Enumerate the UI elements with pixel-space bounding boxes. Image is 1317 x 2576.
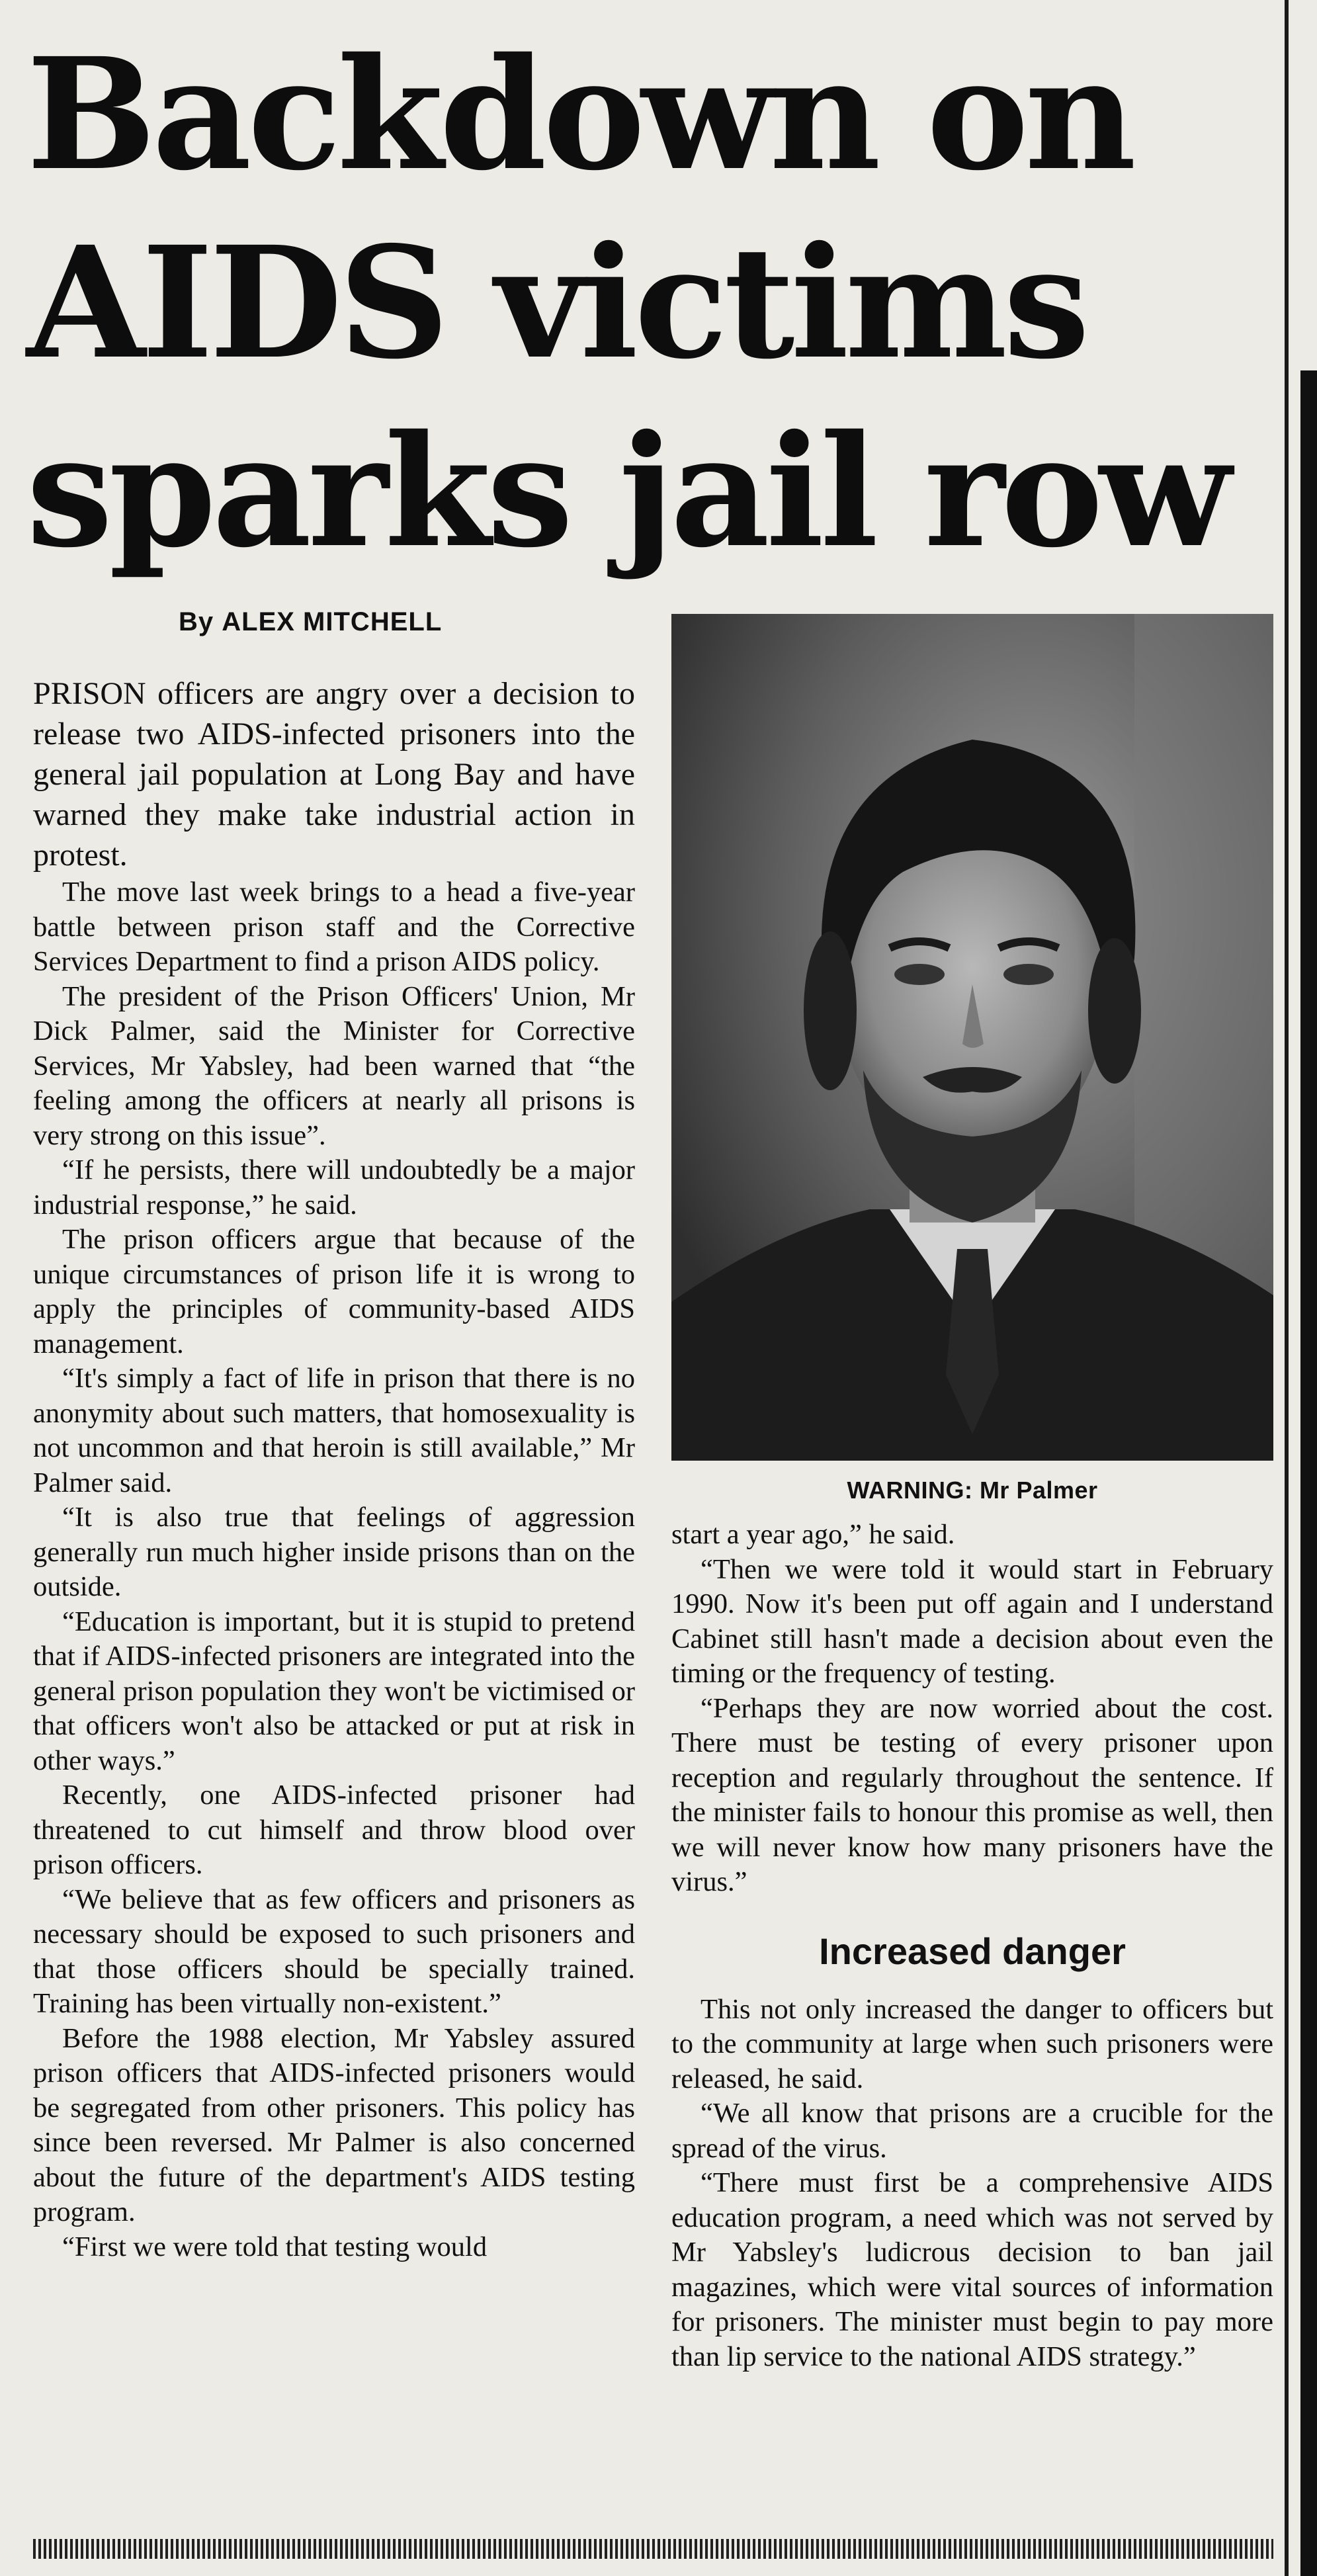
paragraph: The move last week brings to a head a five-year battle between prison staff and the Corrective Services Department to find a prison AIDS policy. — [33, 877, 635, 977]
paragraph: The president of the Prison Officers' Union, Mr Dick Palmer, said the Minister for Corrective Services, Mr Yabsley, had been warned that “the feeling among the officers at nearly all prisons is very strong on this issue”. — [33, 980, 635, 1151]
byline-prefix: By — [179, 607, 214, 636]
paragraph: “Then we were told it would start in February 1990. Now it's been put off again and I understand Cabinet still hasn't made a decision about even the timing or the frequency of testing. — [671, 1553, 1273, 1689]
paragraph: “We all know that prisons are a crucible for the spread of the virus. — [671, 2098, 1273, 2164]
paragraph: Recently, one AIDS-infected prisoner had threatened to cut himself and throw blood over prison officers. — [33, 1780, 635, 1880]
paragraph: “Perhaps they are now worried about the cost. There must be testing of every prisoner upon reception and regularly throughout the sentence. If the minister fails to honour this promise as well, then we will never know how many prisoners have the virus.” — [671, 1692, 1273, 1897]
byline — [179, 607, 442, 637]
paragraph: This not only increased the danger to officers but to the community at large when such prisoners were released, he said. — [671, 1993, 1273, 2094]
paragraph: start a year ago,” he said. — [671, 1519, 955, 1550]
bottom-border — [33, 2539, 1273, 2559]
photo-caption: WARNING: Mr Palmer — [847, 1477, 1098, 1504]
article-column-right — [671, 1518, 1273, 2374]
portrait-illustration — [671, 614, 1273, 1461]
byline-author: ALEX MITCHELL — [222, 607, 443, 636]
paragraph: “It's simply a fact of life in prison that there is no anonymity about such matters, that homosexuality is not uncommon and that heroin is still available,” Mr Palmer said. — [33, 1363, 635, 1498]
paragraph: Before the 1988 election, Mr Yabsley assured prison officers that AIDS-infected prisoners would be segregated from other prisoners. This policy has since been reversed. Mr Palmer is also concerned about the future of the department's AIDS testing program. — [33, 2022, 635, 2227]
paragraph: “It is also true that feelings of aggression generally run much higher inside prisons than on the outside. — [33, 1502, 635, 1602]
paragraph: “First we were told that testing would — [62, 2231, 488, 2262]
paragraph: “There must first be a comprehensive AIDS education program, a need which was not served by Mr Yabsley's ludicrous decision to ban jail magazines, which were vital sources of information for prisoners. The minister must begin to pay more than lip service to the national AIDS strategy.” — [671, 2167, 1273, 2372]
paragraph: “If he persists, there will undoubtedly be a major industrial response,” he said. — [33, 1154, 635, 1221]
article-column-left — [33, 673, 635, 2264]
subheading: Increased danger — [819, 1930, 1126, 1972]
paragraph: The prison officers argue that because of the unique circumstances of prison life it is wrong to apply the principles of community-based AIDS management. — [33, 1224, 635, 1359]
paragraph: “Education is important, but it is stupid to pretend that if AIDS-infected prisoners are integrated into the general prison population they won't be victimised or that officers won't also be attacked or put at risk in other ways.” — [33, 1606, 635, 1776]
paragraph: “We believe that as few officers and prisoners as necessary should be exposed to such prisoners and that those officers should be specially trained. Training has been virtually non-existent.” — [33, 1883, 635, 2019]
lead-paragraph: PRISON officers are angry over a decision to release two AIDS-infected prisoners into the general jail population at Long Bay and have warned they make take industrial action in protest. — [33, 676, 635, 873]
headline: Backdown on AIDS victims sparks jail row — [26, 24, 1228, 581]
adjacent-column-edge — [1300, 370, 1317, 2576]
column-rule — [1285, 0, 1289, 2576]
portrait-photo — [671, 614, 1273, 1461]
